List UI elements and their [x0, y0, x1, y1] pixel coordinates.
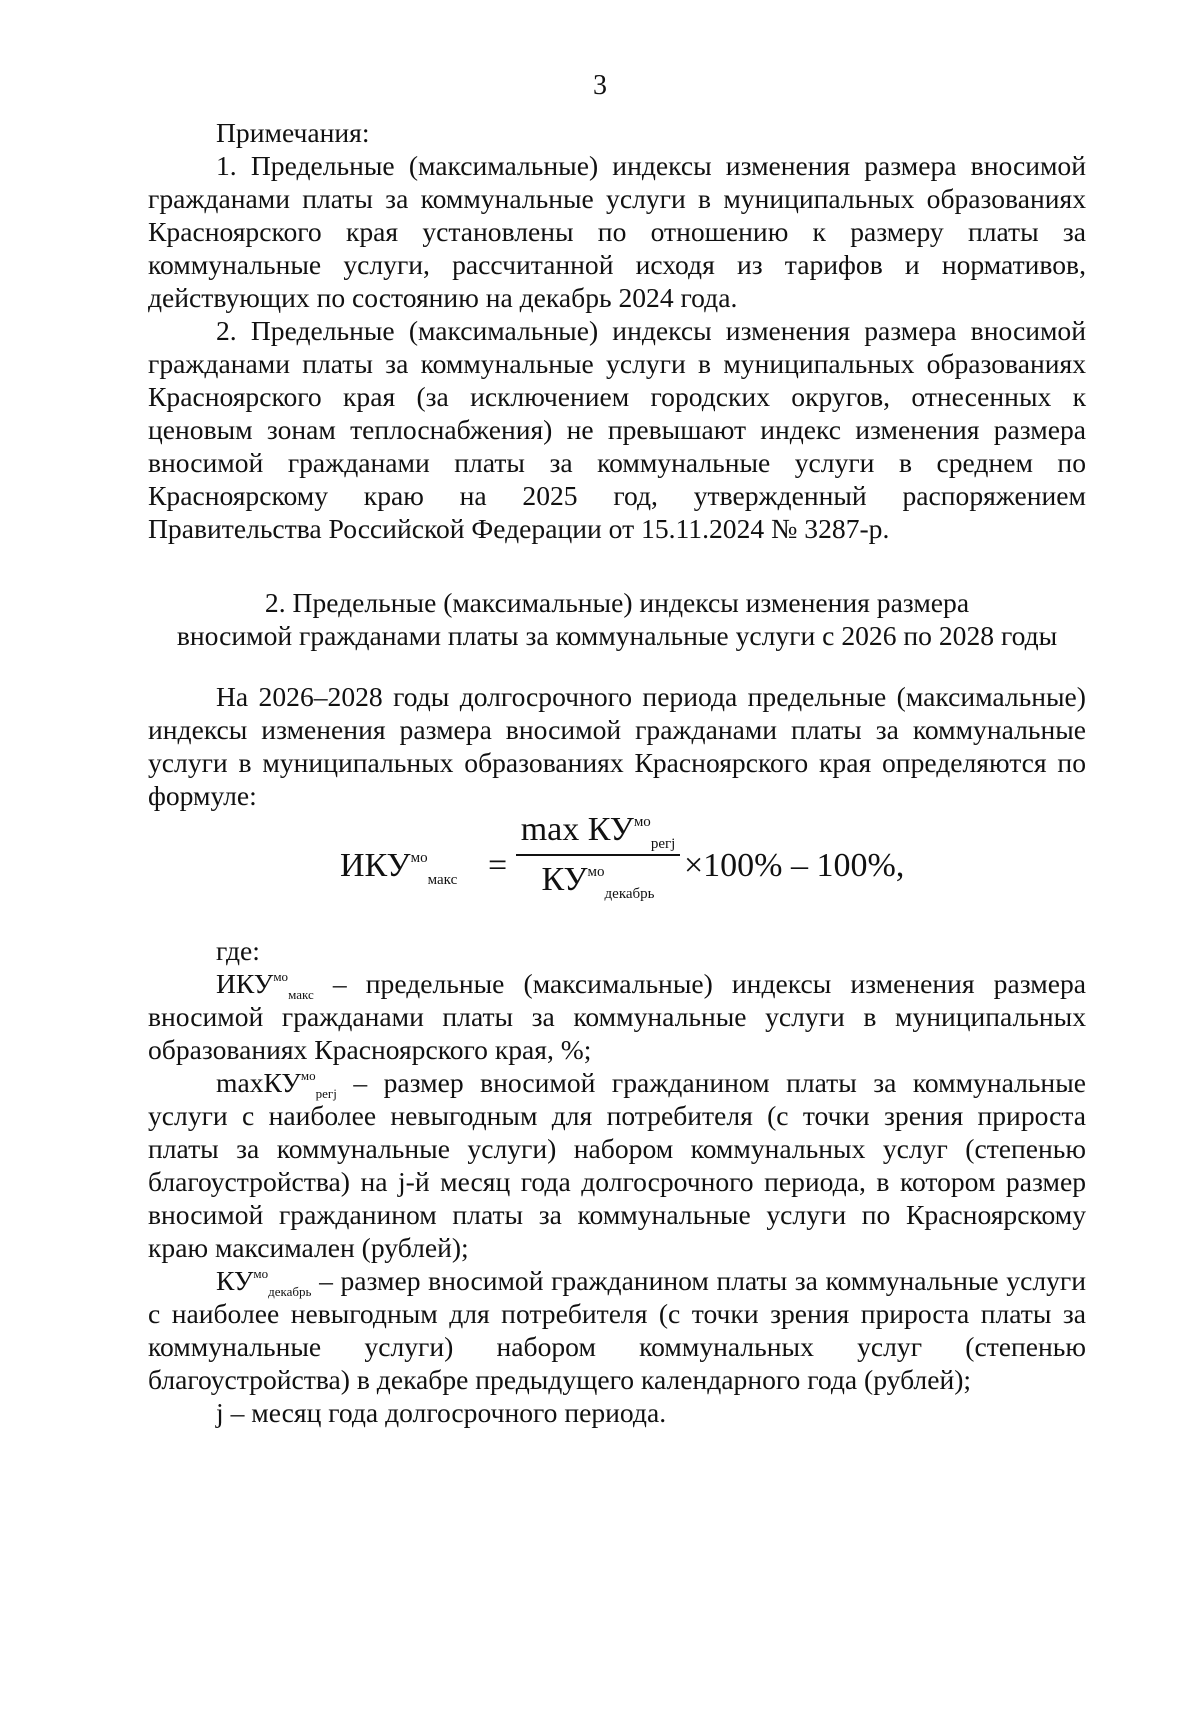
intro-block — [148, 680, 1086, 812]
section-heading-line-2: вносимой гражданами платы за коммунальные услуги с 2026 по 2028 годы — [176, 620, 1058, 651]
formula-intro: На 2026–2028 годы долгосрочного периода предельные (максимальные) индексы изменения размера вносимой гражданами платы за коммунальные услуги в муниципальных образованиях Красноярского края определяются по формуле: — [148, 681, 1086, 811]
note-item-2: 2. Предельные (максимальные) индексы изменения размера вносимой гражданами платы за коммунальные услуги в муниципальных образованиях Красноярского края (за исключением городских округов, отнесенных к ценовым зонам теплоснабжения) не превышают индекс изменения размера вносимой гражданами платы за коммунальные услуги в среднем по Красноярскому краю на 2025 год, утвержденный распоряжением Правительства Российской Федерации от 15.11.2024 № 3287-р. — [148, 315, 1086, 544]
section-heading — [148, 586, 1086, 652]
page-number: 3 — [593, 70, 607, 101]
formula-fraction — [516, 810, 680, 900]
formula-lhs: $ИКУ^{мо}_{макс}$ — [340, 847, 458, 888]
formula-denominator: $КУ^{мо}_{декабрь}$ — [541, 861, 655, 902]
where-label: где: — [216, 935, 260, 966]
formula — [340, 810, 960, 920]
section-heading-line-1: 2. Предельные (максимальные) индексы изменения размера — [264, 587, 970, 618]
fraction-bar — [516, 854, 680, 856]
formula-equals: = — [488, 847, 508, 884]
formula-rest: ×100% – 100%, — [684, 847, 905, 884]
notes-block — [148, 116, 1086, 545]
definition-3: $КУ^{мо}_{декабрь}$ – размер вносимой гражданином платы за коммунальные услуги с наиболее невыгодным для потребителя (с точки зрения прироста платы за коммунальные услуги) набором коммунальных услуг (степенью благоустройства) в декабре предыдущего календарного года (рублей); — [148, 1265, 1086, 1395]
definition-1: $ИКУ^{мо}_{макс}$ – предельные (максимальные) индексы изменения размера вносимой гражданами платы за коммунальные услуги в муниципальных образованиях Красноярского края, %; — [148, 968, 1086, 1065]
formula-numerator: $\max КУ^{мо}_{регj}$ — [520, 811, 676, 852]
notes-title: Примечания: — [216, 117, 370, 148]
definition-2: maxКУ$^{мо}_{регj}$ – размер вносимой гражданином платы за коммунальные услуги с наиболее невыгодным для потребителя (с точки зрения прироста платы за коммунальные услуги) набором коммунальных услуг (степенью благоустройства) на j-й месяц года долгосрочного периода, в котором размер вносимой гражданином платы за коммунальные услуги по Красноярскому краю максимален (рублей); — [148, 1067, 1086, 1263]
note-item-1: 1. Предельные (максимальные) индексы изменения размера вносимой гражданами платы за коммунальные услуги в муниципальных образованиях Красноярского края установлены по отношению к размеру платы за коммунальные услуги, рассчитанной исходя из тарифов и нормативов, действующих по состоянию на декабрь 2024 года. — [148, 150, 1086, 313]
definition-4: j – месяц года долгосрочного периода. — [216, 1397, 667, 1428]
definitions-block — [148, 934, 1086, 1429]
